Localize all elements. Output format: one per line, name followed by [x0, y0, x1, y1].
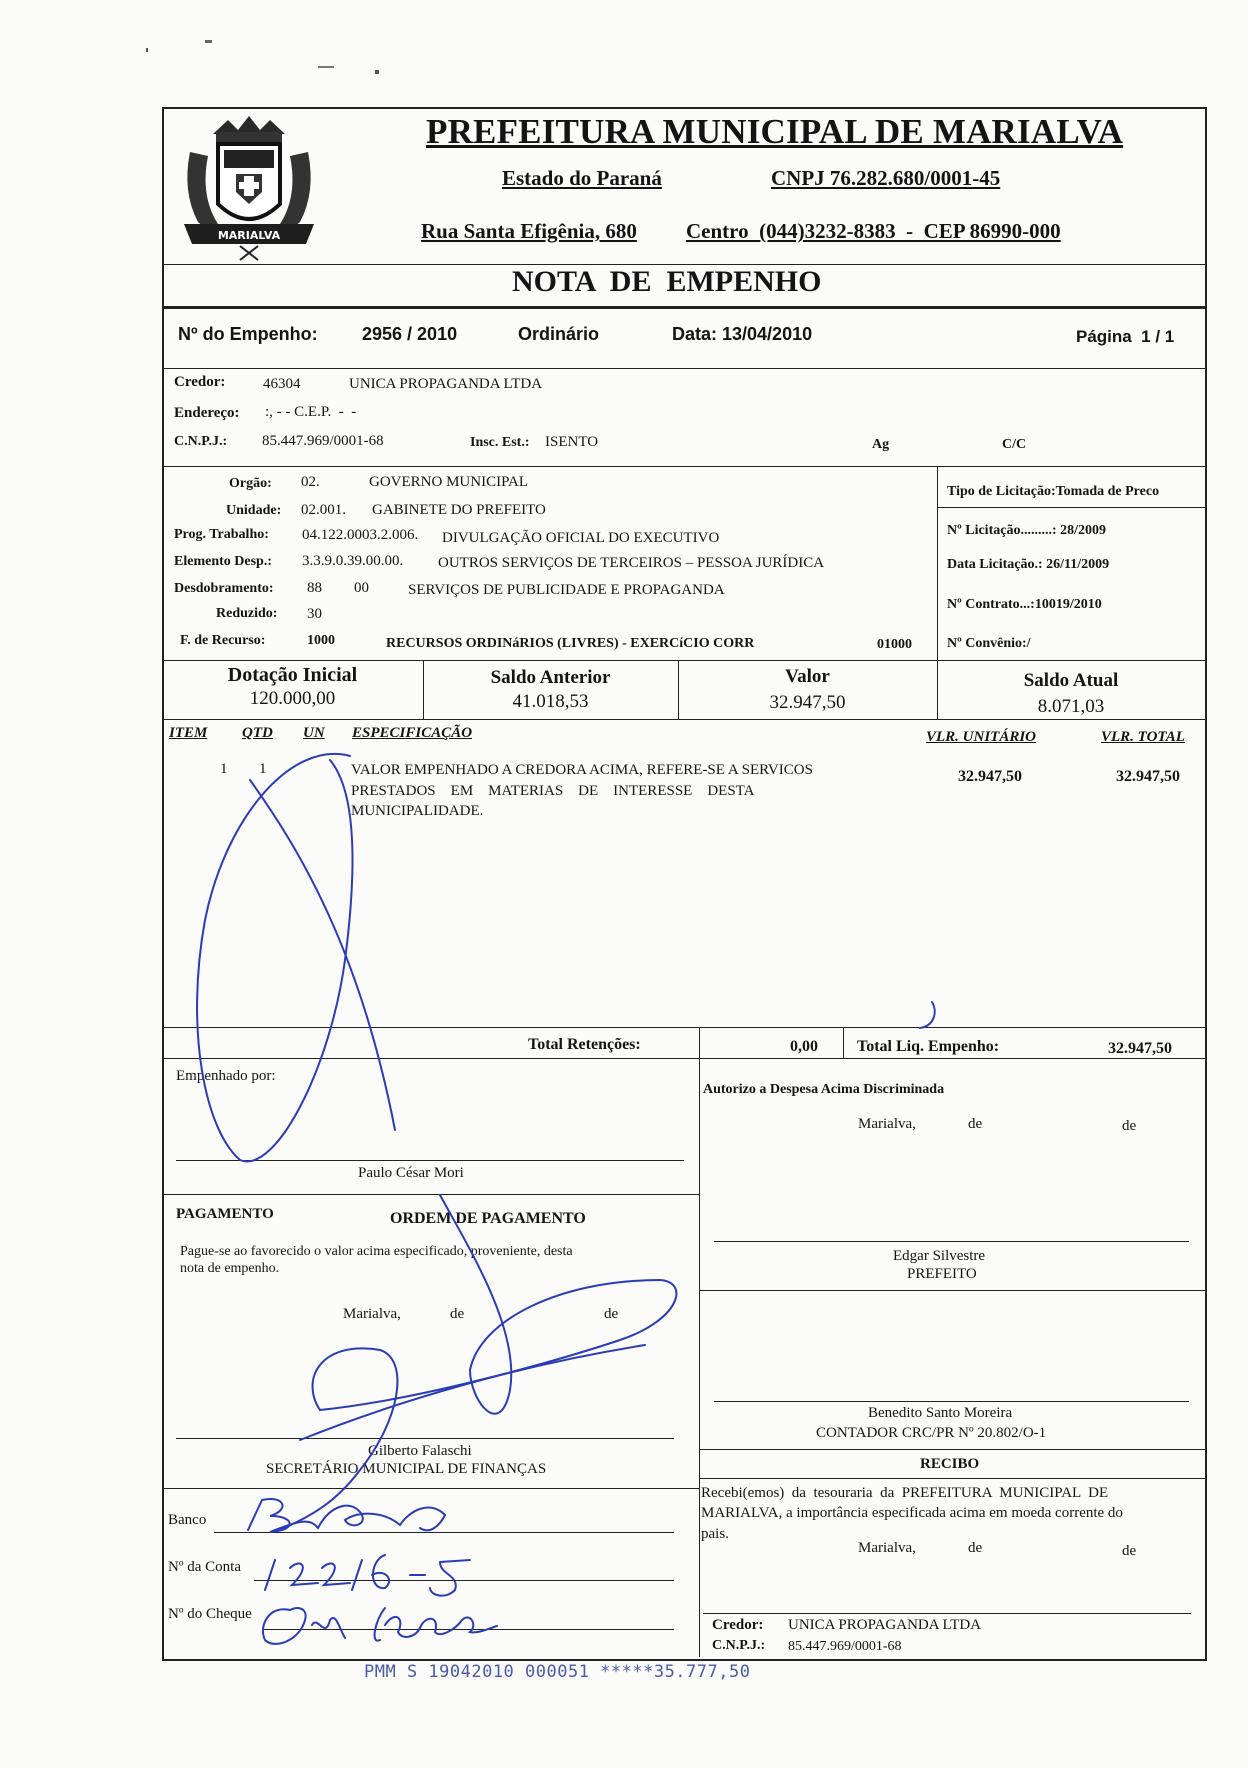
- recibo-text-1: Recebi(emos) da tesouraria da PREFEITURA MUNICIPAL DE: [701, 1485, 1109, 1501]
- ordem-pagamento-label: ORDEM DE PAGAMENTO: [390, 1210, 586, 1227]
- orgao-label: Orgão:: [229, 476, 272, 491]
- elemento-code: 3.3.9.0.39.00.00.: [302, 553, 404, 569]
- elemento-label: Elemento Desp.:: [174, 554, 272, 569]
- address-value: :, - - C.E.P. - -: [265, 404, 357, 420]
- payment-stamp: PMM S 19042010 000051 *****35.777,50: [364, 1662, 751, 1682]
- prog-code: 04.122.0003.2.006.: [302, 527, 419, 543]
- crest-banner-text: MARIALVA: [217, 229, 281, 242]
- credor-label: Credor:: [174, 374, 226, 390]
- desdobramento-code-1: 88: [307, 580, 322, 596]
- pagamento-de-2: de: [604, 1306, 619, 1322]
- desdobramento-name: SERVIÇOS DE PUBLICIDADE E PROPAGANDA: [408, 582, 725, 598]
- contador-bottom: [699, 1449, 1205, 1450]
- lower-center-divider: [699, 1058, 700, 1657]
- recibo-cnpj: 85.447.969/0001-68: [788, 1639, 902, 1654]
- valor-value: 32.947,50: [769, 692, 846, 713]
- contador-name: Benedito Santo Moreira: [868, 1405, 1013, 1421]
- licitacao-tipo-divider: [937, 507, 1205, 508]
- unidade-code: 02.001.: [301, 502, 346, 518]
- pagamento-text-1: Pague-se ao favorecido o valor acima especificado, proveniente, desta: [180, 1244, 573, 1259]
- header-cnpj: CNPJ 76.282.680/0001-45: [771, 166, 1001, 190]
- item-desc-line-1: VALOR EMPENHADO A CREDORA ACIMA, REFERE-SE A SERVICOS: [351, 762, 813, 778]
- header-contact: Centro (044)3232-8383 - CEP 86990-000: [686, 219, 1061, 243]
- fonte-code: 1000: [307, 633, 335, 648]
- scan-speck: [146, 48, 148, 52]
- item-total-value: 32.947,50: [1116, 768, 1180, 785]
- col-header-vlr-total: VLR. TOTAL: [1101, 729, 1185, 745]
- col-header-especificacao: ESPECIFICAÇÃO: [352, 725, 473, 741]
- elemento-name: OUTROS SERVIÇOS DE TERCEIROS – PESSOA JURÍDICA: [438, 555, 825, 571]
- totals-bottom-line: [162, 1058, 1205, 1059]
- insc-value: ISENTO: [545, 434, 599, 450]
- dotacao-value: 120.000,00: [249, 688, 336, 709]
- credor-cnpj-label: C.N.P.J.:: [174, 434, 228, 449]
- totals-divider-1: [699, 1027, 700, 1058]
- orgao-name: GOVERNO MUNICIPAL: [369, 474, 529, 490]
- autorizo-de-2: de: [1122, 1118, 1137, 1134]
- prefeito-name: Edgar Silvestre: [893, 1248, 986, 1264]
- cheque-label: Nº do Cheque: [168, 1606, 252, 1622]
- valor-label: Valor: [785, 666, 830, 687]
- empenho-page: Página 1 / 1: [1076, 327, 1175, 346]
- total-liquido-value: 32.947,50: [1108, 1040, 1172, 1057]
- unidade-name: GABINETE DO PREFEITO: [372, 502, 546, 518]
- licitacao-numero: Nº Licitação.........: 28/2009: [947, 523, 1106, 538]
- empenhado-name: Paulo César Mori: [358, 1165, 464, 1181]
- scan-speck: [318, 66, 334, 68]
- document-title: NOTA DE EMPENHO: [512, 265, 822, 298]
- col-header-item: ITEM: [169, 725, 208, 741]
- autorizo-place: Marialva,: [858, 1116, 916, 1132]
- fonte-label: F. de Recurso:: [180, 633, 266, 648]
- empenho-number-label: Nº do Empenho:: [178, 324, 318, 344]
- banco-line: [214, 1532, 674, 1533]
- contrato-number: Nº Contrato...:10019/2010: [947, 597, 1102, 612]
- retencoes-value: 0,00: [790, 1038, 818, 1055]
- credor-code: 46304: [263, 376, 301, 392]
- prog-name: DIVULGAÇÃO OFICIAL DO EXECUTIVO: [442, 530, 720, 546]
- saldo-anterior-label: Saldo Anterior: [490, 667, 611, 688]
- scan-speck: [205, 40, 212, 43]
- recibo-credor-label: Credor:: [712, 1617, 764, 1633]
- licitacao-tipo: Tipo de Licitação:Tomada de Preco: [947, 484, 1160, 499]
- pagamento-label: PAGAMENTO: [176, 1206, 274, 1222]
- desdobramento-code-2: 00: [354, 580, 369, 596]
- convenio-number: Nº Convênio:/: [947, 636, 1031, 651]
- prog-label: Prog. Trabalho:: [174, 527, 269, 542]
- conta-label: Nº da Conta: [168, 1559, 241, 1575]
- empenhado-label: Empenhado por:: [176, 1068, 276, 1084]
- banco-label: Banco: [168, 1512, 207, 1528]
- recibo-title: RECIBO: [920, 1456, 980, 1472]
- autorizo-text: Autorizo a Despesa Acima Discriminada: [703, 1082, 945, 1097]
- scan-speck: [375, 70, 379, 74]
- empenho-date: Data: 13/04/2010: [672, 324, 813, 344]
- address-label: Endereço:: [174, 405, 240, 421]
- col-header-vlr-unitario: VLR. UNITÁRIO: [926, 729, 1037, 745]
- credor-divider: [162, 466, 1205, 467]
- saldos-divider: [162, 719, 1205, 720]
- totals-top-line: [162, 1027, 1205, 1028]
- item-number: 1: [220, 761, 228, 777]
- credor-name: UNICA PROPAGANDA LTDA: [349, 376, 543, 392]
- empenhado-signature-line: [176, 1160, 684, 1161]
- budget-licitacao-divider: [937, 466, 938, 660]
- pagamento-de-1: de: [450, 1306, 465, 1322]
- pagamento-text-2: nota de empenho.: [180, 1261, 280, 1276]
- ag-label: Ag: [872, 437, 890, 452]
- recibo-de-2: de: [1122, 1543, 1137, 1559]
- recibo-place: Marialva,: [858, 1540, 916, 1556]
- saldo-atual-label: Saldo Atual: [1023, 670, 1119, 691]
- total-liquido-label: Total Liq. Empenho:: [857, 1038, 1000, 1055]
- fonte-number: 01000: [877, 637, 912, 652]
- recibo-signature-line: [703, 1613, 1191, 1614]
- orgao-code: 02.: [301, 474, 320, 490]
- empenho-divider: [162, 368, 1205, 369]
- desdobramento-label: Desdobramento:: [174, 581, 274, 596]
- totals-divider-2: [843, 1027, 844, 1058]
- budget-divider: [162, 660, 1205, 661]
- dotacao-label: Dotação Inicial: [227, 664, 358, 686]
- licitacao-data: Data Licitação.: 26/11/2009: [947, 557, 1110, 572]
- empenhado-bottom: [162, 1194, 699, 1195]
- contador-title: CONTADOR CRC/PR Nº 20.802/O-1: [816, 1425, 1047, 1441]
- state-name: Estado do Paraná: [502, 166, 662, 190]
- contador-signature-line: [714, 1401, 1189, 1402]
- pagamento-place: Marialva,: [343, 1306, 401, 1322]
- credor-cnpj: 85.447.969/0001-68: [262, 433, 384, 449]
- insc-label: Insc. Est.:: [470, 435, 530, 450]
- recibo-text-3: pais.: [701, 1526, 729, 1542]
- item-qtd: 1: [259, 761, 267, 777]
- item-desc-line-2: PRESTADOS EM MATERIAS DE INTERESSE DESTA: [351, 783, 755, 799]
- prefeito-bottom: [699, 1290, 1205, 1291]
- reduzido-code: 30: [307, 606, 322, 622]
- conta-line: [254, 1580, 674, 1581]
- cheque-line: [264, 1629, 674, 1630]
- recibo-text-2: MARIALVA, a importância especificada acima em moeda corrente do: [701, 1505, 1123, 1521]
- item-desc-line-3: MUNICIPALIDADE.: [351, 803, 484, 819]
- item-unit-value: 32.947,50: [958, 768, 1022, 785]
- prefeito-signature-line: [714, 1241, 1189, 1242]
- reduzido-label: Reduzido:: [216, 606, 278, 621]
- secretario-signature-line: [176, 1438, 674, 1439]
- pagamento-bottom: [162, 1488, 699, 1489]
- municipal-crest: [178, 112, 320, 262]
- header-street: Rua Santa Efigênia, 680: [421, 219, 637, 243]
- autorizo-de-1: de: [968, 1116, 983, 1132]
- saldo-anterior-value: 41.018,53: [512, 691, 589, 712]
- retencoes-label: Total Retenções:: [528, 1036, 641, 1053]
- col-header-qtd: QTD: [242, 725, 273, 741]
- secretario-title: SECRETÁRIO MUNICIPAL DE FINANÇAS: [266, 1461, 547, 1477]
- prefeito-title: PREFEITO: [907, 1266, 977, 1282]
- recibo-title-line: [699, 1478, 1205, 1479]
- secretario-name: Gilberto Falaschi: [368, 1443, 472, 1459]
- recibo-credor-name: UNICA PROPAGANDA LTDA: [788, 1617, 982, 1633]
- recibo-cnpj-label: C.N.P.J.:: [712, 1638, 766, 1653]
- title-divider: [162, 306, 1205, 309]
- unidade-label: Unidade:: [226, 503, 282, 518]
- fonte-name: RECURSOS ORDINáRIOS (LIVRES) - EXERCíCIO CORR: [386, 636, 755, 651]
- page-title: PREFEITURA MUNICIPAL DE MARIALVA: [426, 112, 1124, 151]
- empenho-type: Ordinário: [518, 324, 600, 344]
- saldo-atual-value: 8.071,03: [1037, 696, 1105, 717]
- empenho-number: 2956 / 2010: [362, 324, 458, 344]
- col-header-un: UN: [303, 725, 325, 741]
- recibo-de-1: de: [968, 1540, 983, 1556]
- cc-label: C/C: [1002, 437, 1027, 452]
